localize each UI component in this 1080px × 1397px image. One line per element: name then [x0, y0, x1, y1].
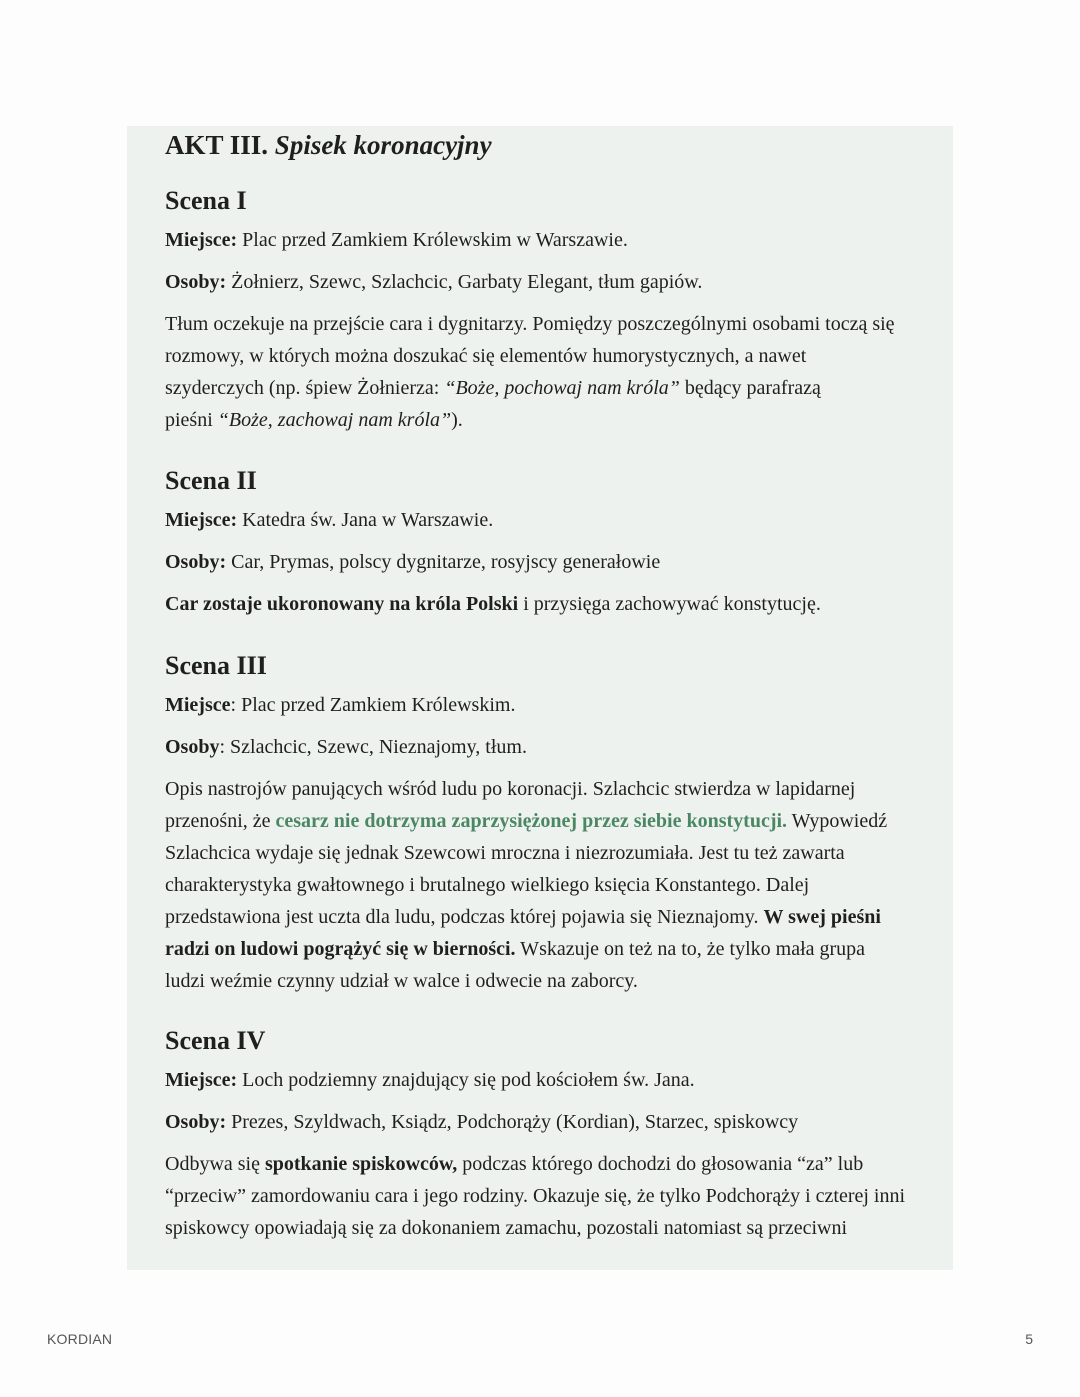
text-line: Tłum oczekuje na przejście cara i dygnitarzy. Pomiędzy poszczególnymi osobami toczą się	[165, 313, 895, 335]
text-span: szyderczych (np. śpiew Żołnierza:	[165, 377, 445, 399]
text-span: będący parafrazą	[679, 377, 821, 399]
text-line	[165, 1148, 955, 1180]
act-name: Spisek koronacyjny	[274, 130, 492, 160]
scene-persons	[165, 546, 955, 578]
act-prefix: AKT III.	[165, 130, 269, 160]
text-line: rozmowy, w których można doszukać się elementów humorystycznych, a nawet	[165, 345, 807, 367]
scene-place	[165, 689, 955, 721]
quote-italic: “Boże, zachowaj nam króla”	[217, 409, 452, 431]
persons-value: Prezes, Szyldwach, Ksiądz, Podchorąży (Kordian), Starzec, spiskowcy	[231, 1111, 799, 1133]
scene-description	[165, 1148, 955, 1244]
persons-value: Car, Prymas, polscy dygnitarze, rosyjscy generałowie	[231, 551, 661, 573]
persons-value: : Szlachcic, Szewc, Nieznajomy, tłum.	[219, 736, 527, 758]
text-line: spiskowcy opowiadają się za dokonaniem zamachu, pozostali natomiast są przeciwni	[165, 1217, 848, 1239]
scene-4	[165, 1024, 955, 1244]
text-bold: W swej pieśni	[763, 906, 881, 928]
place-value: : Plac przed Zamkiem Królewskim.	[230, 694, 516, 716]
footer-title: KORDIAN	[47, 1331, 113, 1347]
scene-persons	[165, 1106, 955, 1138]
highlight-green: cesarz nie dotrzyma zaprzysiężonej przez siebie konstytucji.	[275, 810, 788, 832]
text-span: Wypowiedź	[787, 810, 888, 832]
text-span: przenośni, że	[165, 810, 276, 832]
text-span: pieśni	[165, 409, 218, 431]
scene-persons	[165, 731, 955, 763]
text-line: ludzi weźmie czynny udział w walce i odwecie na zaborcy.	[165, 970, 638, 992]
scene-description	[165, 308, 955, 436]
place-label: Miejsce:	[165, 229, 238, 251]
text-line	[165, 933, 955, 965]
text-line	[165, 805, 955, 837]
act-title	[165, 127, 492, 163]
text-span: podczas którego dochodzi do głosowania “za” lub	[457, 1153, 864, 1175]
scene-heading: Scena IV	[165, 1026, 266, 1055]
text-line: Opis nastrojów panujących wśród ludu po koronacji. Szlachcic stwierdza w lapidarnej	[165, 778, 856, 800]
scene-2	[165, 464, 955, 620]
text-span: Wskazuje on też na to, że tylko mała grupa	[515, 938, 866, 960]
persons-value: Żołnierz, Szewc, Szlachcic, Garbaty Elegant, tłum gapiów.	[231, 271, 703, 293]
scene-persons	[165, 266, 955, 298]
text-bold: radzi on ludowi pogrążyć się w bierności.	[165, 938, 516, 960]
text-line: “przeciw” zamordowaniu cara i jego rodziny. Okazuje się, że tylko Podchorąży i czterej inni	[165, 1185, 906, 1207]
place-label: Miejsce:	[165, 509, 238, 531]
scene-3	[165, 649, 955, 997]
place-value: Katedra św. Jana w Warszawie.	[242, 509, 494, 531]
scene-place	[165, 1064, 955, 1096]
text-span: ).	[451, 409, 463, 431]
scene-description	[165, 773, 955, 997]
place-label: Miejsce	[165, 694, 231, 716]
persons-label: Osoby:	[165, 1111, 227, 1133]
text-bold: Car zostaje ukoronowany na króla Polski	[165, 593, 519, 615]
text-line	[165, 404, 955, 436]
page-number: 5	[1025, 1331, 1033, 1347]
scene-1	[165, 184, 955, 436]
text-line	[165, 901, 955, 933]
persons-label: Osoby:	[165, 551, 227, 573]
scene-heading: Scena III	[165, 651, 267, 680]
text-line	[165, 372, 955, 404]
scene-place	[165, 224, 955, 256]
text-span: Odbywa się	[165, 1153, 265, 1175]
scene-description	[165, 588, 955, 620]
text-line: charakterystyka gwałtownego i brutalnego wielkiego księcia Konstantego. Dalej	[165, 874, 810, 896]
scene-heading: Scena I	[165, 186, 247, 215]
place-label: Miejsce:	[165, 1069, 238, 1091]
place-value: Loch podziemny znajdujący się pod kościołem św. Jana.	[242, 1069, 695, 1091]
persons-label: Osoby	[165, 736, 220, 758]
text-span: przedstawiona jest uczta dla ludu, podczas której pojawia się Nieznajomy.	[165, 906, 764, 928]
place-value: Plac przed Zamkiem Królewskim w Warszawie.	[242, 229, 628, 251]
content-panel	[127, 126, 953, 1270]
scene-heading: Scena II	[165, 466, 257, 495]
text-line: Szlachcica wydaje się jednak Szewcowi mroczna i niezrozumiała. Jest tu też zawarta	[165, 842, 845, 864]
quote-italic: “Boże, pochowaj nam króla”	[444, 377, 680, 399]
text-bold: spotkanie spiskowców,	[264, 1153, 458, 1175]
scene-place	[165, 504, 955, 536]
text-span: i przysięga zachowywać konstytucję.	[518, 593, 821, 615]
persons-label: Osoby:	[165, 271, 227, 293]
